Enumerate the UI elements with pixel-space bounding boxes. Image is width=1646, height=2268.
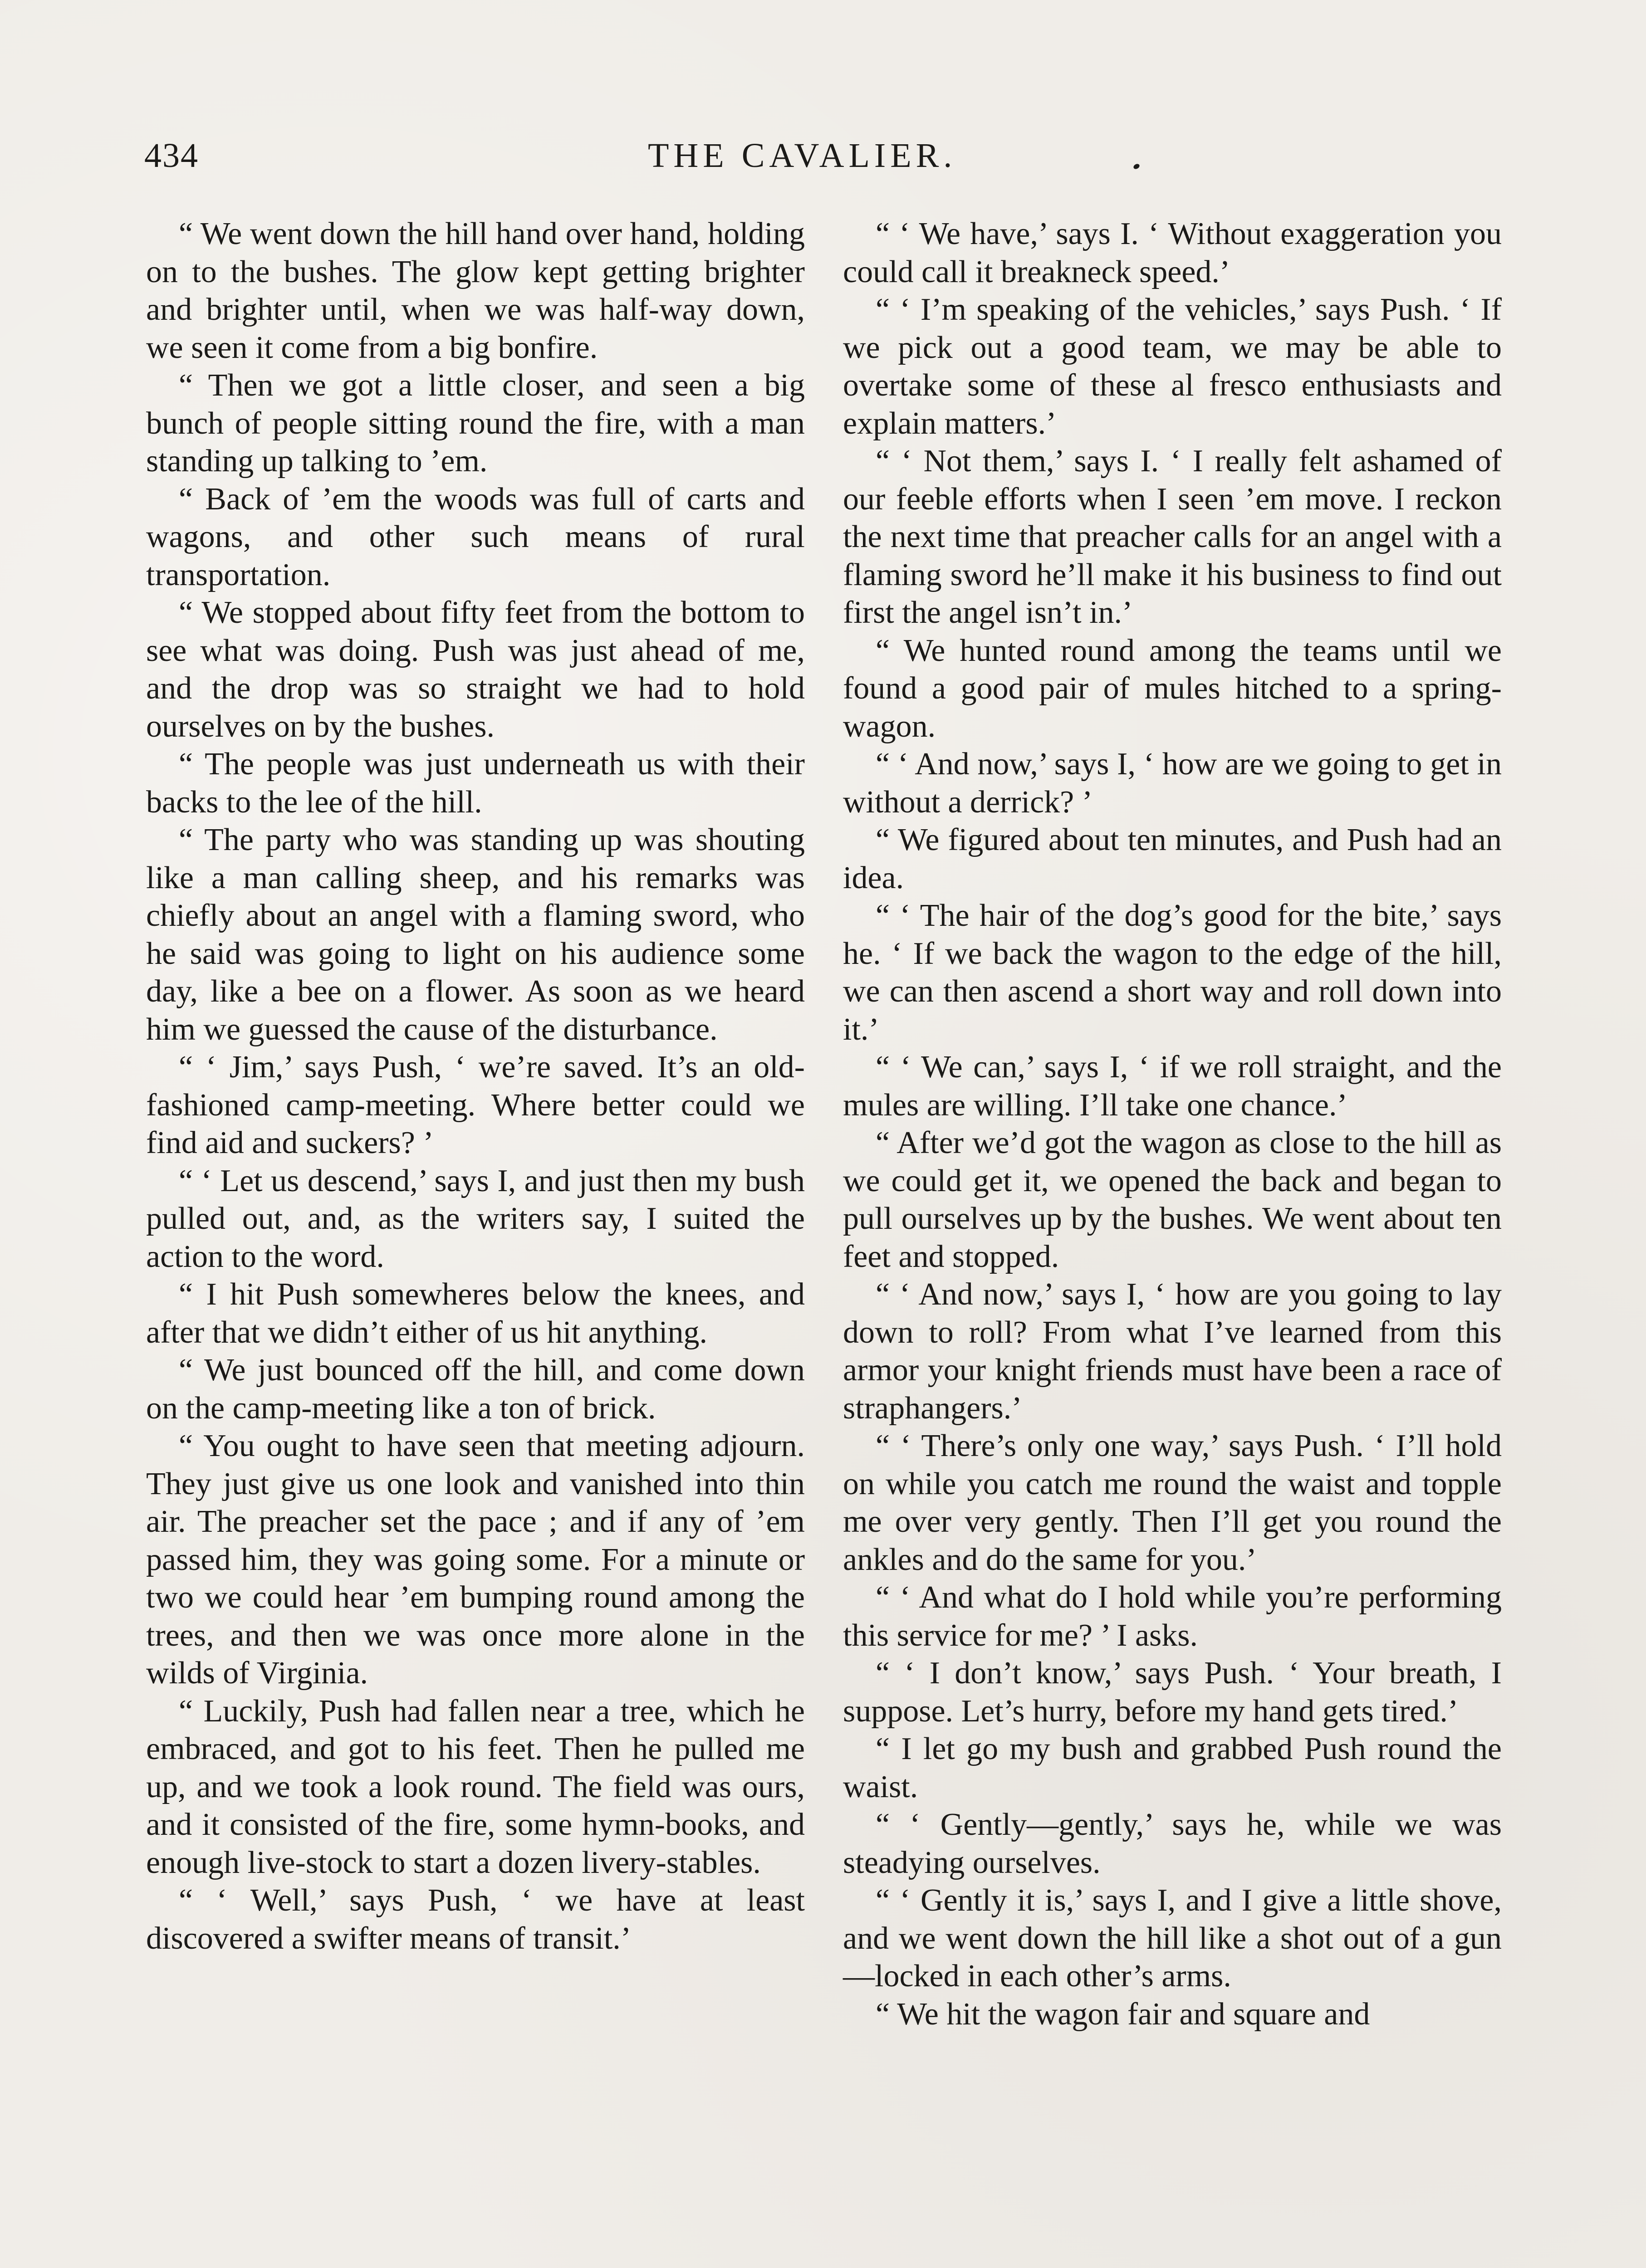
paragraph: “ The party who was standing up was shouting like a man calling sheep, and his remarks was chiefly about an angel with a flaming sword, who he said was going to light on his audience some day, like a bee on a flower. As soon as we heard him we guessed the cause of the disturbance. [146,822,805,1047]
paragraph: “ ‘ I don’t know,’ says Push. ‘ Your breath, I suppose. Let’s hurry, before my hand gets tired.’ [843,1656,1502,1729]
right-column [843,215,1502,2033]
paragraph: “ We stopped about fifty feet from the bottom to see what was doing. Push was just ahead of me, and the drop was so straight we had to hold ourselves on by the bushes. [146,595,805,744]
paragraph: “ Then we got a little closer, and seen a big bunch of people sitting round the fire, with a man standing up talking to ’em. [146,368,805,479]
paragraph: “ ‘ Jim,’ says Push, ‘ we’re saved. It’s an old-fashioned camp-meeting. Where better could we find aid and suckers? ’ [146,1050,805,1160]
paragraph: “ ‘ Not them,’ says I. ‘ I really felt ashamed of our feeble efforts when I seen ’em move. I reckon the next time that preacher calls for an angel with a flaming sword he’ll make it his business to find out first the angel isn’t in.’ [843,444,1502,630]
paragraph: “ Luckily, Push had fallen near a tree, which he embraced, and got to his feet. Then he pulled me up, and we took a look round. The field was ours, and it consisted of the fire, some hymn-books, and enough live-stock to start a dozen livery-stables. [146,1693,805,1880]
paragraph: “ The people was just underneath us with their backs to the lee of the hill. [146,747,805,820]
paragraph: “ ‘ We have,’ says I. ‘ Without exaggeration you could call it breakneck speed.’ [843,216,1502,289]
journal-title: THE CAVALIER. [648,137,957,175]
paragraph: “ Back of ’em the woods was full of carts and wagons, and other such means of rural transportation. [146,481,805,592]
paragraph: “ ‘ Gently—gently,’ says he, while we was steadying ourselves. [843,1807,1502,1880]
paragraph: “ ‘ There’s only one way,’ says Push. ‘ I’ll hold on while you catch me round the waist and topple me over very gently. Then I’ll get you round the ankles and do the same for you.’ [843,1428,1502,1577]
paragraph: “ ‘ Gently it is,’ says I, and I give a little shove, and we went down the hill like a shot out of a gun—locked in each other’s arms. [843,1883,1502,1994]
paragraph: “ We just bounced off the hill, and come down on the camp-meeting like a ton of brick. [146,1353,805,1426]
paragraph: “ We figured about ten minutes, and Push had an idea. [843,822,1502,895]
running-head [144,136,1505,186]
paragraph: “ ‘ Let us descend,’ says I, and just then my bush pulled out, and, as the writers say, I suited the action to the word. [146,1163,805,1274]
paragraph: “ I hit Push somewheres below the knees, and after that we didn’t either of us hit anything. [146,1277,805,1350]
paragraph: “ ‘ Well,’ says Push, ‘ we have at least discovered a swifter means of transit.’ [146,1883,805,1956]
paragraph: “ ‘ I’m speaking of the vehicles,’ says Push. ‘ If we pick out a good team, we may be able to overtake some of these al fresco enthusiasts and explain matters.’ [843,292,1502,441]
paragraph: “ We went down the hill hand over hand, holding on to the bushes. The glow kept getting brighter and brighter until, when we was half-way down, we seen it come from a big bonfire. [146,216,805,365]
left-column [146,215,805,1957]
paragraph: “ I let go my bush and grabbed Push round the waist. [843,1731,1502,1804]
paragraph: “ ‘ The hair of the dog’s good for the bite,’ says he. ‘ If we back the wagon to the edge of the hill, we can then ascend a short way and roll down into it.’ [843,898,1502,1047]
paragraph: “ ‘ And now,’ says I, ‘ how are we going to get in without a derrick? ’ [843,747,1502,820]
paragraph: “ You ought to have seen that meeting adjourn. They just give us one look and vanished into thin air. The preacher set the pace ; and if any of ’em passed him, they was going some. For a minute or two we could hear ’em bumping round among the trees, and then we was once more alone in the wilds of Virginia. [146,1428,805,1691]
paragraph: “ We hit the wagon fair and square and [876,1996,1370,2032]
paragraph: “ ‘ We can,’ says I, ‘ if we roll straight, and the mules are willing. I’ll take one chance.’ [843,1050,1502,1123]
paragraph: “ We hunted round among the teams until we found a good pair of mules hitched to a spring-wagon. [843,633,1502,744]
paragraph: “ ‘ And now,’ says I, ‘ how are you going to lay down to roll? From what I’ve learned from this armor your knight friends must have been a race of straphangers.’ [843,1277,1502,1426]
paragraph: “ After we’d got the wagon as close to the hill as we could get it, we opened the back and began to pull ourselves up by the bushes. We went about ten feet and stopped. [843,1125,1502,1274]
paragraph: “ ‘ And what do I hold while you’re performing this service for me? ’ I asks. [843,1580,1502,1653]
page-number: 434 [144,137,199,175]
